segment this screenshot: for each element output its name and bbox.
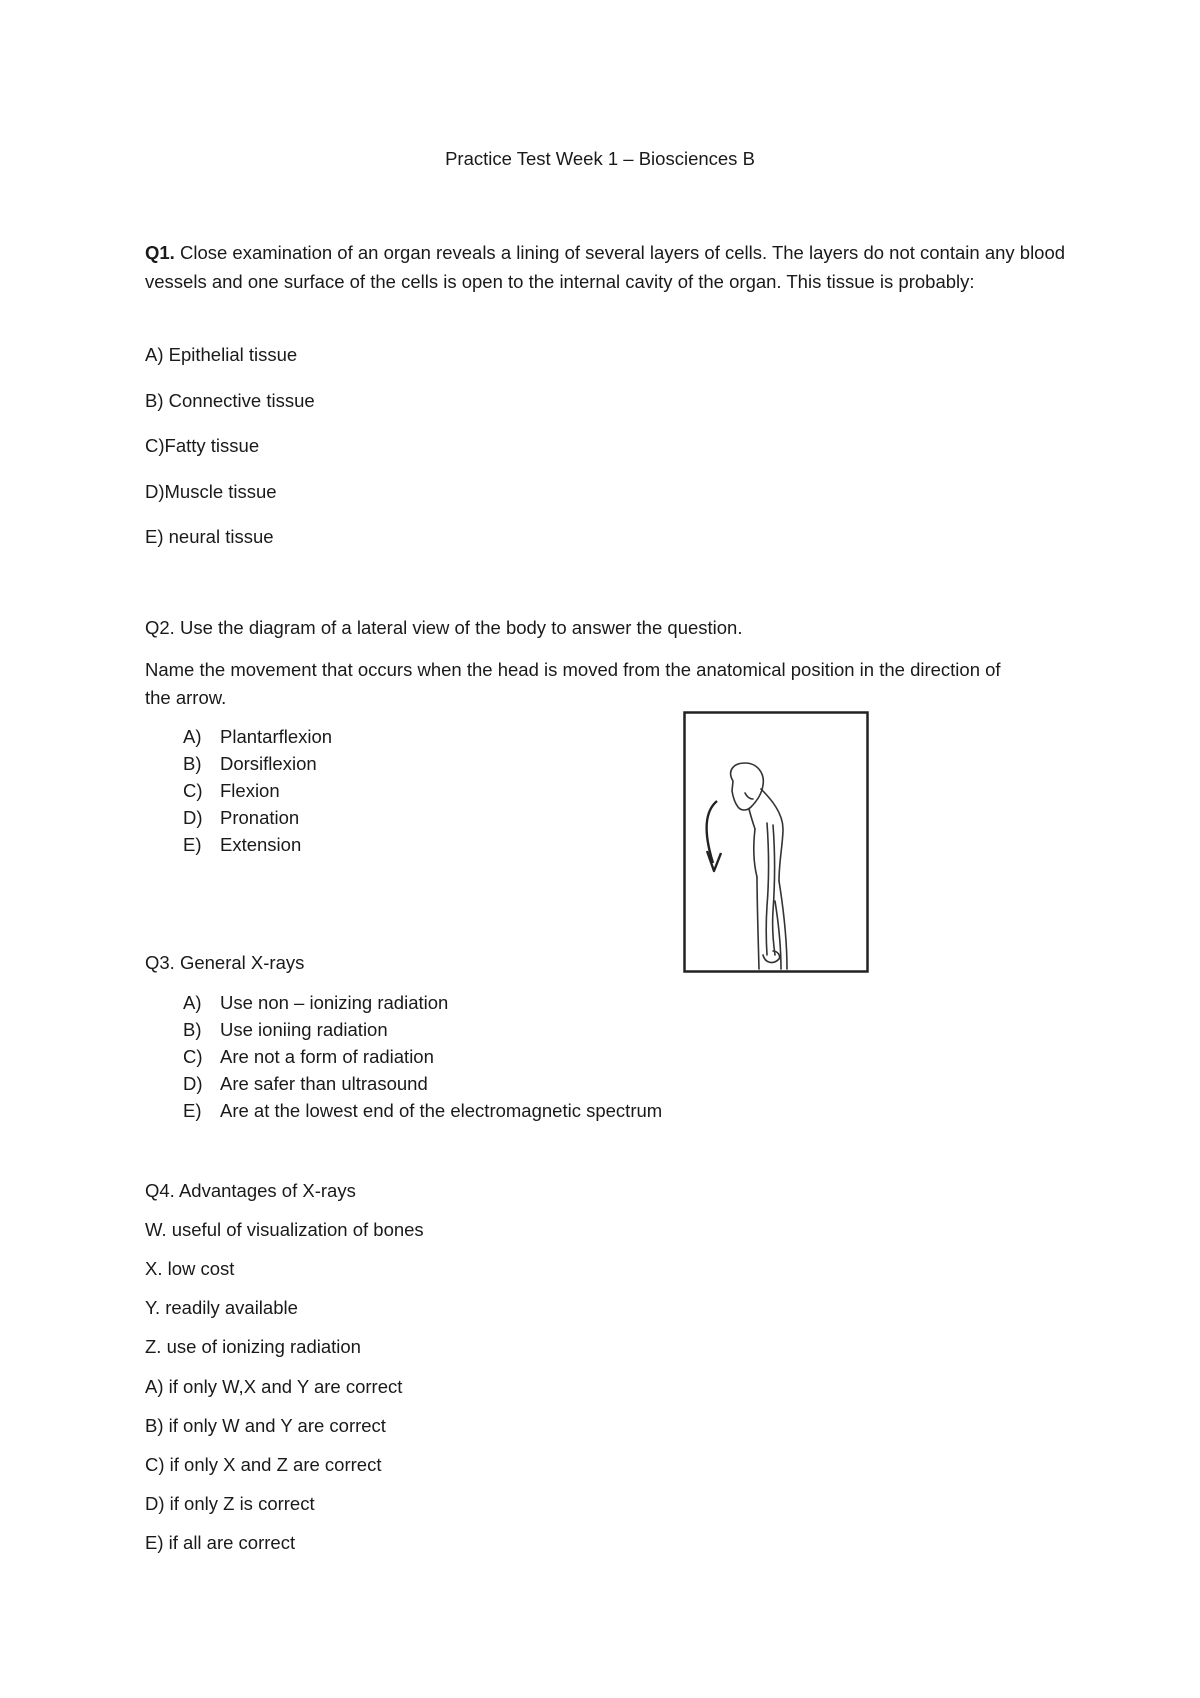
q1-option-e: E) neural tissue [145, 526, 274, 547]
q4-statement-y: Y. readily available [145, 1297, 298, 1318]
q4-statement-w: W. useful of visualization of bones [145, 1219, 424, 1240]
q4-number: Q4. [145, 1180, 175, 1201]
q4-option-a: A) if only W,X and Y are correct [145, 1376, 403, 1397]
q2-question [145, 617, 742, 639]
option-letter: B) [183, 1019, 202, 1040]
option-text: Are at the lowest end of the electromagnetic spectrum [220, 1100, 663, 1121]
option-letter: E) [183, 1100, 202, 1121]
q4-option-c: C) if only X and Z are correct [145, 1454, 382, 1475]
q1-question [145, 238, 1075, 296]
q4-statement-x: X. low cost [145, 1258, 235, 1279]
q4-question [145, 1180, 356, 1202]
q4-option-b: B) if only W and Y are correct [145, 1415, 386, 1436]
option-text: Plantarflexion [220, 726, 333, 747]
option-letter: A) [183, 726, 202, 747]
q3-number: Q3. [145, 952, 175, 973]
q1-number: Q1. [145, 242, 175, 263]
q4-option-d: D) if only Z is correct [145, 1493, 315, 1514]
option-letter: A) [183, 992, 202, 1013]
option-letter: C) [183, 1046, 203, 1067]
q1-option-d: D)Muscle tissue [145, 481, 277, 502]
q4-text: Advantages of X-rays [174, 1180, 356, 1201]
q2-subtext: Name the movement that occurs when the head is moved from the anatomical position in the direction of the arrow. [145, 659, 1001, 708]
lateral-body-diagram [683, 711, 869, 973]
option-text: Extension [220, 834, 302, 855]
option-text: Use ioniing radiation [220, 1019, 388, 1040]
q3-text: General X-rays [174, 952, 305, 973]
option-letter: D) [183, 807, 203, 828]
option-letter: E) [183, 834, 202, 855]
option-text: Pronation [220, 807, 300, 828]
q2-text: Use the diagram of a lateral view of the body to answer the question. [174, 617, 743, 638]
option-letter: C) [183, 780, 203, 801]
q1-option-c: C)Fatty tissue [145, 435, 260, 456]
option-text: Dorsiflexion [220, 753, 317, 774]
option-text: Use non – ionizing radiation [220, 992, 449, 1013]
option-text: Are safer than ultrasound [220, 1073, 428, 1094]
q1-option-a: A) Epithelial tissue [145, 344, 298, 365]
page-title: Practice Test Week 1 – Biosciences B [445, 148, 755, 169]
q4-statement-z: Z. use of ionizing radiation [145, 1336, 361, 1357]
q1-text: Close examination of an organ reveals a lining of several layers of cells. The layers do not contain any blood vessels and one surface of the cells is open to the internal cavity of the organ. This tissue is probably: [145, 242, 1066, 292]
q4-option-e: E) if all are correct [145, 1532, 296, 1553]
q3-question [145, 952, 304, 974]
option-text: Are not a form of radiation [220, 1046, 434, 1067]
q1-option-b: B) Connective tissue [145, 390, 315, 411]
option-letter: B) [183, 753, 202, 774]
option-text: Flexion [220, 780, 280, 801]
option-letter: D) [183, 1073, 203, 1094]
q2-number: Q2. [145, 617, 175, 638]
